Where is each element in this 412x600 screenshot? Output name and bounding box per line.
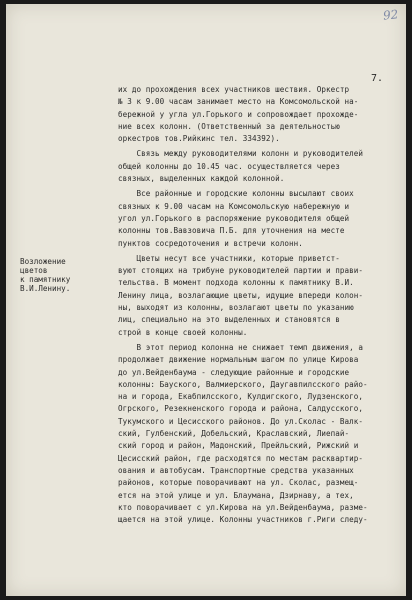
- text-line: Огрского, Резекненского города и района, Салдусского,: [118, 404, 363, 414]
- text-line: Ленину лица, возлагающие цветы, идущие впереди колон-: [118, 290, 363, 300]
- text-line: ется на этой улице и ул. Блаумана, Дзирнаву, а тех,: [118, 490, 354, 500]
- text-line: колонны тов.Вавзовича П.Б. для уточнения на месте: [118, 226, 345, 236]
- text-line: Связь между руководителями колонн и руководителей: [118, 149, 363, 159]
- text-line: продолжает движение нормальным шагом по улице Кирова: [118, 355, 359, 365]
- text-line: ский город и район, Мадонский, Прейльский, Рижский и: [118, 441, 359, 451]
- margin-note: [20, 257, 116, 293]
- page-number: 7.: [371, 73, 384, 84]
- paragraph: [118, 84, 398, 145]
- archive-number: 92: [382, 7, 399, 23]
- paragraph: [118, 253, 398, 339]
- text-line: колонны: Бауского, Валмиерского, Даугавпилсского райо-: [118, 379, 368, 389]
- text-line: Цветы несут все участники, которые приветст-: [118, 253, 340, 263]
- text-line: на и города, Екабпилсского, Кулдигского, Лудзенского,: [118, 392, 363, 402]
- text-line: № 3 к 9.00 часам занимает место на Комсомольской на-: [118, 97, 359, 107]
- text-line: ский, Гулбенский, Добельский, Краславский, Лиепай-: [118, 429, 350, 439]
- text-line: до ул.Вейденбаума - следующие районные и городские: [118, 367, 350, 377]
- text-line: бережной у угла ул.Горького и сопровождает прохожде-: [118, 109, 359, 119]
- text-line: ние всех колонн. (Ответственный за деятельностью: [118, 121, 340, 131]
- text-line: щается на этой улице. Колонны участников г.Риги следу-: [118, 515, 368, 525]
- text-line: лиц, специально на это выделенных и становятся в: [118, 315, 340, 325]
- text-line: связных к 9.00 часам на Комсомольскую набережную и: [118, 201, 350, 211]
- text-line: ования и автобусам. Транспортные средства указанных: [118, 465, 354, 475]
- text-line: ны, выходят из колонны, возлагают цветы по указанию: [118, 303, 354, 313]
- text-line: строй в конце своей колонны.: [118, 327, 248, 337]
- text-line: В этот период колонна не снижает темп движения, а: [118, 342, 363, 352]
- text-line: вуют стоящих на трибуне руководителей партии и прави-: [118, 266, 363, 276]
- paragraph: [118, 188, 398, 249]
- document-body: [118, 84, 398, 526]
- document-page: [6, 4, 406, 596]
- text-line: общей колонны до 10.45 час. осуществляется через: [118, 161, 340, 171]
- text-line: оркестров тов.Рийкинс тел. 334392).: [118, 134, 280, 144]
- margin-note-line: цветов: [20, 266, 48, 275]
- text-line: Все районные и городские колонны высылают своих: [118, 189, 354, 199]
- text-line: угол ул.Горького в распоряжение руководителя общей: [118, 213, 350, 223]
- text-line: Тукумского и Цесисского районов. До ул.Сколас - Валк-: [118, 416, 363, 426]
- paragraph: [118, 342, 398, 526]
- text-line: тельства. В момент подхода колонны к памятнику В.И.: [118, 278, 354, 288]
- text-line: районов, которые поворачивают на ул. Сколас, размещ-: [118, 478, 359, 488]
- margin-note-line: к памятнику: [20, 275, 71, 284]
- paragraph: [118, 148, 398, 185]
- text-line: Цесисский район, где расходятся по местам расквартир-: [118, 453, 363, 463]
- text-line: кто поворачивает с ул.Кирова на ул.Вейденбаума, разме-: [118, 502, 368, 512]
- text-line: пунктов сосредоточения и встречи колонн.: [118, 238, 303, 248]
- text-line: их до прохождения всех участников шествия. Оркестр: [118, 85, 350, 94]
- margin-note-line: Возложение: [20, 257, 66, 266]
- margin-note-line: В.И.Ленину.: [20, 284, 71, 293]
- text-line: связных, выделенных каждой колонной.: [118, 174, 285, 184]
